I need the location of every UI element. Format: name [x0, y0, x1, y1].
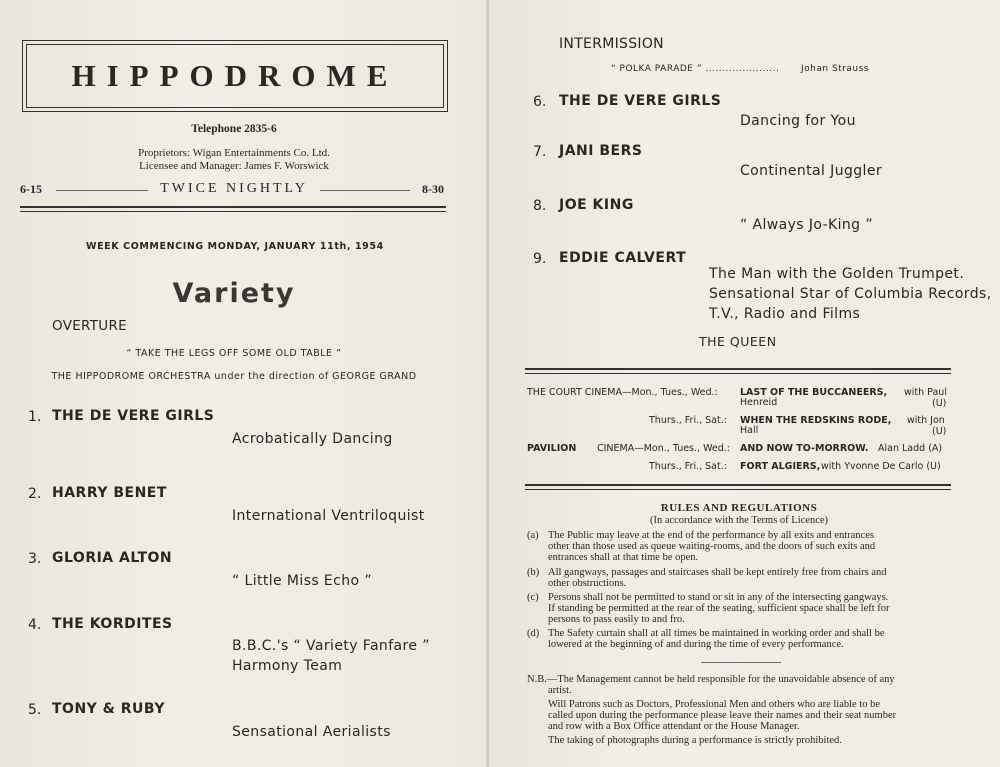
intermission: INTERMISSION	[559, 36, 664, 52]
act-description: Sensational Aerialists	[232, 724, 391, 740]
rule-line: The Public may leave at the end of the performance by all exits and entrances	[548, 530, 874, 541]
right-page	[489, 0, 1000, 767]
rule-mark: (c)	[527, 592, 539, 603]
orchestra: THE HIPPODROME ORCHESTRA under the direction of GEORGE GRAND	[51, 371, 417, 382]
act-number: 5.	[28, 702, 42, 718]
polka-composer: Johan Strauss	[801, 64, 869, 74]
rule-mark: (a)	[527, 530, 539, 541]
act-description-line2: Sensational Star of Columbia Records,	[709, 286, 992, 302]
court-film-2-cert: (U)	[932, 426, 947, 437]
pavilion-days-2: Thurs., Fri., Sat.:	[649, 461, 727, 472]
rule-line: If standing be permitted at the rear of the seating, sufficient space shall be left for	[548, 603, 890, 614]
court-film-2-line2: Hall	[740, 425, 759, 436]
licensee: Licensee and Manager: James F. Worswick	[139, 160, 329, 172]
pavilion-film-1: AND NOW TO-MORROW.	[740, 443, 869, 454]
polka-parade: “ POLKA PARADE ” ......................	[611, 64, 780, 74]
rule-line: other than those used as queue waiting-rooms, and the doors of such exits and	[548, 541, 876, 552]
act-name: GLORIA ALTON	[52, 550, 173, 566]
telephone: Telephone 2835-6	[191, 123, 277, 135]
show-title: Variety	[172, 278, 296, 309]
act-number: 9.	[533, 251, 547, 267]
act-description: Continental Juggler	[740, 163, 882, 179]
rule-line: All gangways, passages and staircases shall be kept entirely free from chairs and	[548, 567, 887, 578]
rule-line: persons to pass easily to and fro.	[548, 614, 685, 625]
court-film-1-line2: Henreid	[740, 397, 778, 408]
act-description: B.B.C.'s “ Variety Fanfare ”	[232, 638, 430, 654]
rule-line: entrances shall at that time be open.	[548, 552, 699, 563]
court-cinema-label: THE COURT CINEMA—Mon., Tues., Wed.:	[527, 387, 718, 398]
act-name: EDDIE CALVERT	[559, 250, 687, 266]
divider	[525, 489, 951, 490]
act-number: 3.	[28, 551, 42, 567]
court-film-1-cert: (U)	[932, 398, 947, 409]
act-description: “ Little Miss Echo ”	[232, 573, 373, 589]
week-commencing: WEEK COMMENCING MONDAY, JANUARY 11th, 1954	[86, 241, 384, 252]
time-early: 6-15	[20, 182, 42, 196]
act-description: “ Always Jo-King ”	[740, 217, 873, 233]
act-name: HARRY BENET	[52, 485, 167, 501]
court-film-2-with: with Jon	[907, 415, 945, 426]
rule-line: other obstructions.	[548, 578, 627, 589]
pavilion-film-2-with: with Yvonne De Carlo (U)	[821, 461, 941, 472]
act-number: 8.	[533, 198, 547, 214]
nb-line: artist.	[548, 685, 572, 696]
time-late: 8-30	[422, 182, 444, 196]
anthem: THE QUEEN	[699, 334, 777, 349]
court-film-1: LAST OF THE BUCCANEERS,	[740, 387, 888, 398]
act-name: THE DE VERE GIRLS	[559, 93, 722, 109]
title-box	[22, 40, 448, 112]
act-number: 4.	[28, 617, 42, 633]
act-name: JANI BERS	[559, 143, 643, 159]
rules-title: RULES AND REGULATIONS	[660, 502, 818, 514]
divider	[525, 484, 951, 486]
act-name: TONY & RUBY	[52, 701, 165, 717]
act-number: 7.	[533, 144, 547, 160]
act-description: Dancing for You	[740, 113, 856, 129]
act-name: THE DE VERE GIRLS	[52, 408, 215, 424]
divider	[20, 206, 446, 208]
proprietors: Proprietors: Wigan Entertainments Co. Ltd.	[138, 147, 330, 159]
left-page	[0, 0, 488, 767]
overture-piece: “ TAKE THE LEGS OFF SOME OLD TABLE ”	[126, 348, 342, 359]
act-description: Acrobatically Dancing	[232, 431, 393, 447]
rule-line: lowered at the beginning of and during the time of every performance.	[548, 639, 844, 650]
theatre-name: HIPPODROME	[71, 58, 399, 93]
divider	[525, 368, 951, 370]
short-divider	[701, 662, 781, 663]
act-description: The Man with the Golden Trumpet.	[709, 266, 965, 282]
patrons-line: Will Patrons such as Doctors, Professional Men and others who are liable to be	[548, 699, 881, 710]
nb-line: N.B.—The Management cannot be held responsible for the unavoidable absence of any	[527, 674, 895, 685]
rule-mark: (b)	[527, 567, 540, 578]
act-name: JOE KING	[559, 197, 634, 213]
act-name: THE KORDITES	[52, 616, 173, 632]
act-number: 6.	[533, 94, 547, 110]
act-description-line2: Harmony Team	[232, 658, 343, 674]
rule-line: Persons shall not be permitted to stand or sit in any of the intersecting gangways.	[548, 592, 889, 603]
rule-line: The Safety curtain shall at all times be maintained in working order and shall be	[548, 628, 885, 639]
photo-line: The taking of photographs during a performance is strictly prohibited.	[548, 735, 842, 746]
court-film-1-with: with Paul	[904, 387, 947, 398]
overture-heading: OVERTURE	[52, 318, 127, 334]
pavilion-film-1-with: Alan Ladd (A)	[878, 443, 943, 454]
court-days-2: Thurs., Fri., Sat.:	[649, 415, 727, 426]
act-description-line3: T.V., Radio and Films	[709, 306, 861, 322]
divider	[20, 211, 446, 212]
rules-subtitle: (In accordance with the Terms of Licence)	[649, 515, 829, 526]
schedule: TWICE NIGHTLY	[160, 181, 308, 196]
patrons-line: called upon during the performance please leave their names and their seat number	[548, 710, 897, 721]
act-description: International Ventriloquist	[232, 508, 425, 524]
pavilion-film-2: FORT ALGIERS,	[740, 461, 821, 472]
pavilion-cinema: CINEMA—Mon., Tues., Wed.:	[597, 443, 730, 454]
rule-mark: (d)	[527, 628, 540, 639]
divider	[525, 373, 951, 374]
patrons-line: and row with a Box Office attendant or the House Manager.	[548, 721, 800, 732]
act-number: 2.	[28, 486, 42, 502]
pavilion-label: PAVILION	[527, 443, 577, 454]
court-film-2: WHEN THE REDSKINS RODE,	[740, 415, 892, 426]
act-number: 1.	[28, 409, 42, 425]
